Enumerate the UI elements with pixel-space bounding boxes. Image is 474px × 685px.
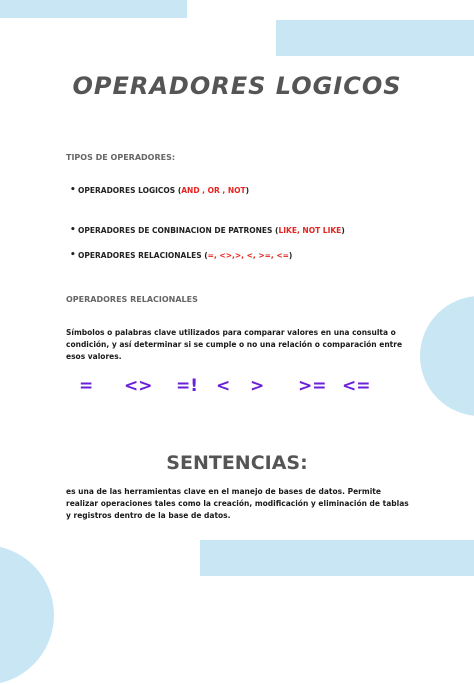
bullet-icon: •: [70, 185, 76, 195]
operator-symbol: <>: [124, 376, 153, 396]
decor-circle-right: [420, 296, 474, 416]
bullet-icon: •: [70, 250, 76, 260]
list-item-highlight: =, <>,>, <, >=, <=: [207, 251, 289, 260]
list-item-highlight: LIKE, NOT LIKE: [278, 226, 342, 235]
list-item-highlight: AND , OR , NOT: [181, 186, 246, 195]
bullet-icon: •: [70, 225, 76, 235]
operator-symbol: <=: [342, 376, 371, 396]
sentencias-title: SENTENCIAS:: [166, 452, 308, 474]
decor-bar-top-left: [0, 0, 187, 18]
list-item-text: OPERADORES LOGICOS (: [78, 186, 182, 195]
tipos-label: TIPOS DE OPERADORES:: [66, 153, 176, 162]
list-item-end: ): [245, 186, 250, 195]
decor-bar-top-right: [276, 20, 474, 56]
decor-bar-bottom-right: [200, 540, 474, 576]
operator-symbol: >: [250, 376, 265, 396]
relacionales-description: Símbolos o palabras clave utilizados para comparar valores en una consulta o condición, y así determinar si se cumple o no una relación o comparación entre esos valores.: [66, 328, 403, 361]
list-item-end: ): [288, 251, 293, 260]
operators-row: [66, 376, 406, 400]
operator-symbol: =: [79, 376, 94, 396]
page-title: OPERADORES LOGICOS: [72, 72, 402, 100]
operator-symbol: =!: [176, 376, 198, 396]
list-item-text: OPERADORES DE CONBINACION DE PATRONES (: [78, 226, 279, 235]
list-item-end: ): [341, 226, 345, 235]
relacionales-label: OPERADORES RELACIONALES: [66, 295, 198, 304]
sentencias-description: es una de las herramientas clave en el manejo de bases de datos. Permite realizar operaciones tales como la creación, modificación y eliminación de tablas y registros dentro de la base de datos.: [66, 487, 409, 520]
list-item: [70, 225, 345, 235]
decor-circle-bottom-left: [0, 545, 54, 685]
operator-symbol: >=: [298, 376, 327, 396]
operator-symbol: <: [216, 376, 231, 396]
list-item: [70, 250, 293, 260]
list-item: [70, 185, 250, 195]
list-item-text: OPERADORES RELACIONALES (: [78, 251, 208, 260]
